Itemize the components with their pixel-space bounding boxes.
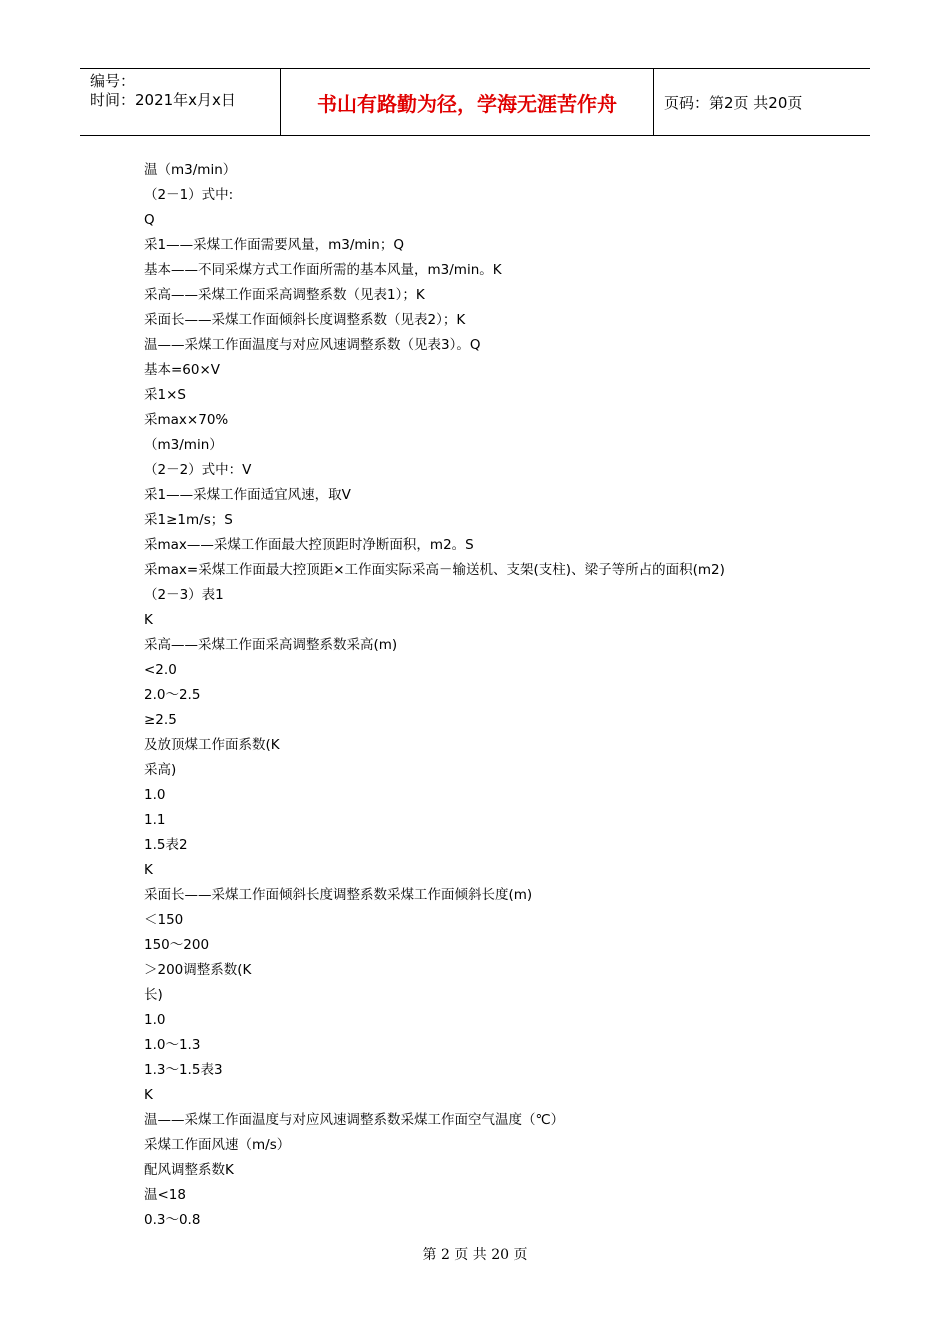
text-line: 采1——采煤工作面需要风量，m3/min；Q [144,237,404,253]
text-line: 及放顶煤工作面系数(K [144,737,280,753]
text-line: 1.0 [144,1012,166,1028]
text-line: 采面长——采煤工作面倾斜长度调整系数采煤工作面倾斜长度(m) [144,887,533,903]
text-line: 采max——采煤工作面最大控顶距时净断面积，m2。S [144,537,474,553]
text-line: ≥2.5 [144,712,177,728]
header-motto-cell [281,69,654,135]
text-line: ＞200调整系数(K [144,962,252,978]
text-line: 150～200 [144,937,210,953]
text-line: 温——采煤工作面温度与对应风速调整系数（见表3）。Q [144,337,481,353]
text-line: K [144,1087,153,1103]
text-line: 1.3～1.5表3 [144,1062,223,1078]
text-line: K [144,862,153,878]
text-line: 温<18 [144,1187,186,1203]
text-line: 配风调整系数K [144,1162,234,1178]
header-page-cell [654,69,870,135]
text-line: 1.1 [144,812,166,828]
text-line: 0.3～0.8 [144,1212,201,1228]
text-line: 基本——不同采煤方式工作面所需的基本风量，m3/min。K [144,262,502,278]
motto-text: 书山有路勤为径，学海无涯苦作舟 [317,92,617,116]
text-line: （2－3）表1 [144,587,224,603]
text-line: （2－2）式中：V [144,462,252,478]
text-line: 采面长——采煤工作面倾斜长度调整系数（见表2）；K [144,312,466,328]
page-header [80,68,870,136]
text-line: 长) [144,987,163,1003]
text-line: 采1——采煤工作面适宜风速，取V [144,487,351,503]
document-body [144,158,844,1233]
text-line: 采max×70% [144,412,229,428]
text-line: 采1×S [144,387,186,403]
text-line: <2.0 [144,662,177,678]
text-line: 2.0～2.5 [144,687,201,703]
text-line: 采高) [144,762,177,778]
text-line: （m3/min） [144,437,223,453]
text-line: 1.0～1.3 [144,1037,201,1053]
text-line: K [144,612,153,628]
text-line: 1.5表2 [144,837,188,853]
header-meta-cell [80,69,281,135]
text-line: Q [144,212,155,228]
text-line: 采高——采煤工作面采高调整系数（见表1）；K [144,287,425,303]
text-line: 采高——采煤工作面采高调整系数采高(m) [144,637,398,653]
text-line: 温——采煤工作面温度与对应风速调整系数采煤工作面空气温度（℃） [144,1112,565,1128]
text-line: 1.0 [144,787,166,803]
text-line: （2－1）式中: [144,187,234,203]
page-footer: 第 2 页 共 20 页 [422,1247,528,1263]
text-line: ＜150 [144,912,184,928]
date-label: 时间：2021年x月x日 [90,91,236,109]
text-line: 温（m3/min） [144,162,237,178]
text-line: 采1≥1m/s；S [144,512,233,528]
text-line: 基本=60×V [144,362,221,378]
text-line: 采煤工作面风速（m/s） [144,1137,291,1153]
page-info: 页码：第2页 共20页 [664,94,803,112]
text-line: 采max=采煤工作面最大控顶距×工作面实际采高－输送机、支架(支柱)、梁子等所占的面积(m2) [144,562,725,578]
number-label: 编号： [90,72,136,90]
